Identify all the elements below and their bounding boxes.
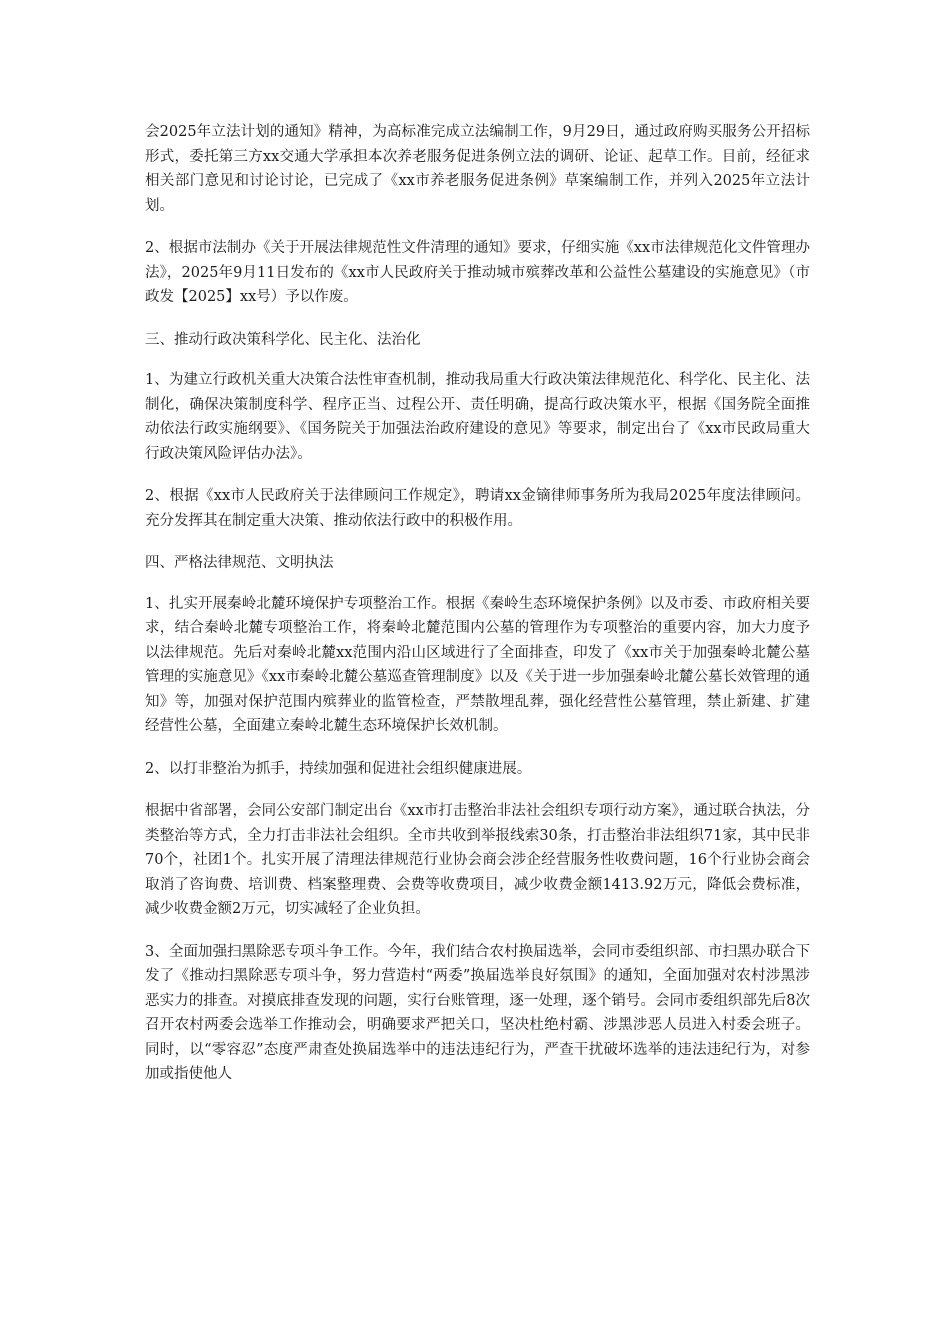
paragraph-illegal-org-detail: 根据中省部署，会同公安部门制定出台《xx市打击整治非法社会组织专项行动方案》，通过联合执法，分类整治等方式，全力打击非法社会组织。全市共收到举报线索30条，打击整治非法组织71家，其中民非70个，社团1个。扎实开展了清理法律规范行业协会商会涉企经营服务性收费问题，16个行业协会商会取消了咨询费、培训费、档案整理费、会费等收费项目，减少收费金额1413.92万元，降低会费标准，减少收费金额2万元，切实减轻了企业负担。	[145, 803, 810, 917]
paragraph-illegal-org-title: 2、以打非整治为抓手，持续加强和促进社会组织健康进展。	[145, 760, 532, 777]
paragraph-document-cleanup: 2、根据市法制办《关于开展法律规范性文件清理的通知》要求，仔细实施《xx市法律规范化文件管理办法》，2025年9月11日发布的《xx市人民政府关于推动城市殡葬改革和公益性公墓建设的实施意见》（市政发【2025】xx号）予以作废。	[145, 240, 810, 305]
paragraph-legislation-plan: 会2025年立法计划的通知》精神，为高标准完成立法编制工作，9月29日，通过政府购买服务公开招标形式，委托第三方xx交通大学承担本次养老服务促进条例立法的调研、论证、起草工作。目前，经征求相关部门意见和讨论讨论，已完成了《xx市养老服务促进条例》草案编制工作，并列入2025年立法计划。	[145, 124, 810, 214]
paragraph-anti-crime: 3、全面加强扫黑除恶专项斗争工作。今年，我们结合农村换届选举，会同市委组织部、市扫黑办联合下发了《推动扫黑除恶专项斗争，努力营造村“两委”换届选举良好氛围》的通知，全面加强对农村涉黑涉恶实力的排查。对摸底排查发现的问题，实行台账管理，逐一处理，逐个销号。会同市委组织部先后8次召开农村两委会选举工作推动会，明确要求严把关口，坚决杜绝村霸、涉黑涉恶人员进入村委会班子。同时，以“零容忍”态度严肃查处换届选举中的违法违纪行为，严查干扰破坏选举的违法违纪行为，对参加或指使他人	[145, 943, 810, 1082]
paragraph-legal-advisor: 2、根据《xx市人民政府关于法律顾问工作规定》，聘请xx金镝律师事务所为我局2025年度法律顾问。充分发挥其在制定重大决策、推动依法行政中的积极作用。	[145, 488, 810, 529]
paragraph-decision-review: 1、为建立行政机关重大决策合法性审查机制，推动我局重大行政决策法律规范化、科学化、民主化、法制化，确保决策制度科学、程序正当、过程公开、责任明确，提高行政决策水平，根据《国务院全面推动依法行政实施纲要》、《国务院关于加强法治政府建设的意见》等要求，制定出台了《xx市民政局重大行政决策风险评估办法》。	[145, 372, 810, 462]
paragraph-qinling-rectification: 1、扎实开展秦岭北麓环境保护专项整治工作。根据《秦岭生态环境保护条例》以及市委、市政府相关要求，结合秦岭北麓专项整治工作，将秦岭北麓范围内公墓的管理作为专项整治的重要内容，加大力度予以法律规范。先后对秦岭北麓xx范围内沿山区域进行了全面排查，印发了《xx市关于加强秦岭北麓公墓管理的实施意见》《xx市秦岭北麓公墓巡查管理制度》以及《关于进一步加强秦岭北麓公墓长效管理的通知》等，加强对保护范围内殡葬业的监管检查，严禁散埋乱葬，强化经营性公墓管理，禁止新建、扩建经营性公墓，全面建立秦岭北麓生态环境保护长效机制。	[145, 595, 810, 734]
section-heading-3: 三、推动行政决策科学化、民主化、法治化	[145, 331, 421, 348]
document-page	[145, 120, 810, 1105]
section-heading-4: 四、严格法律规范、文明执法	[145, 555, 334, 571]
